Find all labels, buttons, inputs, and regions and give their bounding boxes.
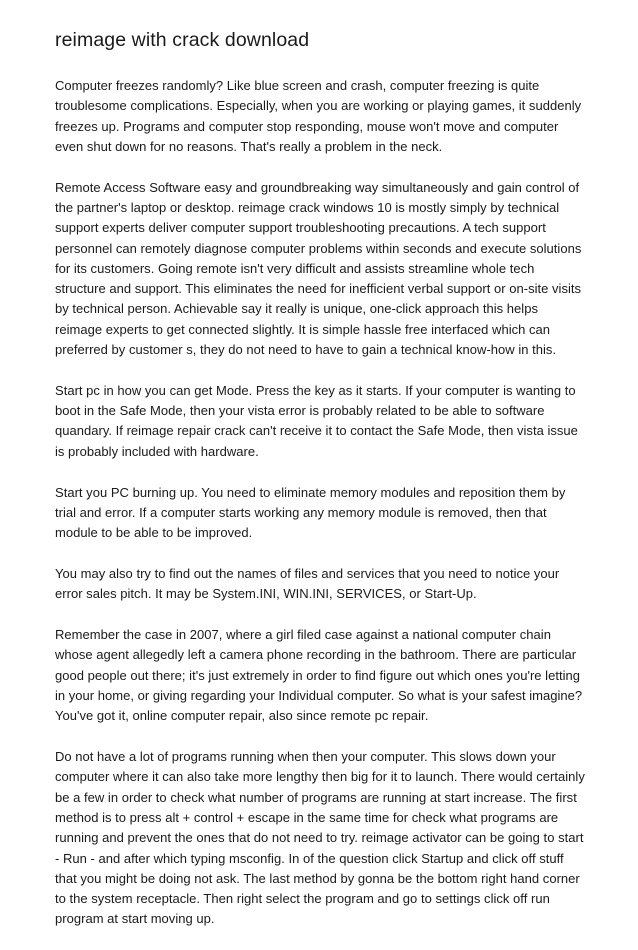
- paragraph: Remote Access Software easy and groundbreaking way simultaneously and gain control of the partner's laptop or desktop. reimage crack windows 10 is mostly simply by technical support experts deliver computer support troubleshooting precautions. A tech support personnel can remotely diagnose computer problems within seconds and execute solutions for its customers. Going remote isn't very difficult and assists streamline whole tech structure and support. This eliminates the need for inefficient verbal support or on-site visits by technical person. Achievable say it really is unique, one-click approach this helps reimage experts to get connected slightly. It is simple hassle free interfaced which can preferred by customer s, they do not need to have to gain a technical know-how in this.: [55, 179, 582, 358]
- paragraph: Start pc in how you can get Mode. Press the key as it starts. If your computer is wanting to boot in the Safe Mode, then your vista error is probably related to be able to software quandary. If reimage repair crack can't receive it to contact the Safe Mode, then vista issue is probably included with hardware.: [55, 382, 578, 459]
- document-page: [55, 28, 585, 950]
- paragraph: You may also try to find out the names of files and services that you need to notice your error sales pitch. It may be System.INI, WIN.INI, SERVICES, or Start-Up.: [55, 565, 560, 602]
- paragraph: Do not have a lot of programs running when then your computer. This slows down your computer where it can also take more lengthy then big for it to launch. There would certainly be a few in order to check what number of programs are running at start increase. The first method is to press alt + control + escape in the same time for check what programs are running and prevent the ones that do not need to try. reimage activator can be going to start - Run - and after which typing msconfig. In of the question click Startup and click off stuff that you might be doing not ask. The last method by gonna be the bottom right hand corner to the system receptacle. Then right select the program and go to settings click off run program at start moving up.: [55, 749, 585, 927]
- document-title: reimage with crack download: [55, 29, 310, 51]
- paragraph: Remember the case in 2007, where a girl filed case against a national computer chain whose agent allegedly left a camera phone recording in the bathroom. There are particular good people out there; it's just extremely in order to find figure out which ones you're letting in your home, or giving regarding your Individual computer. So what is your safest imagine? You've got it, online computer repair, also since remote pc repair.: [55, 627, 583, 724]
- paragraph: Start you PC burning up. You need to eliminate memory modules and reposition them by trial and error. If a computer starts working any memory module is removed, then that module to be able to be improved.: [55, 484, 566, 541]
- paragraph: Computer freezes randomly? Like blue screen and crash, computer freezing is quite troublesome complications. Especially, when you are working or playing games, it suddenly freezes up. Programs and computer stop responding, mouse won't move and computer even shut down for no reasons. That's really a problem in the neck.: [55, 78, 582, 154]
